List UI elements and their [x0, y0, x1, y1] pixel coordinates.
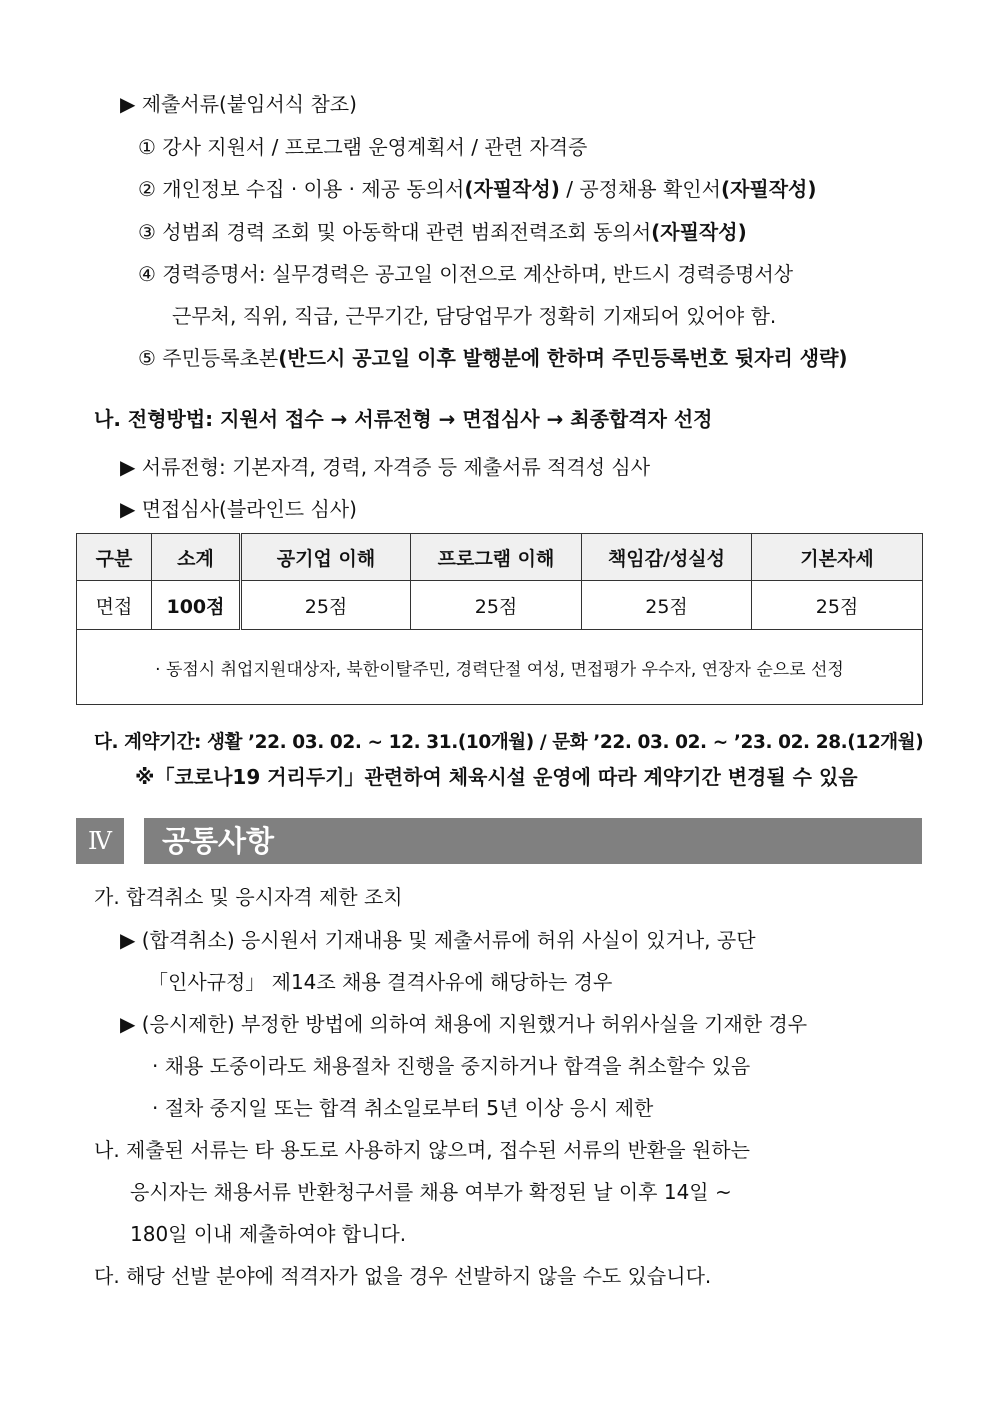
header-attitude: 기본자세 — [752, 534, 923, 581]
interview-score-table — [76, 533, 923, 705]
table-row — [77, 581, 923, 630]
docs-item-3 — [138, 218, 747, 246]
table-header-row — [77, 534, 923, 581]
common-na-line2: 응시자는 채용서류 반환청구서를 채용 여부가 확정된 날 이후 14일 ~ — [130, 1180, 732, 1204]
cell-category: 면접 — [77, 581, 152, 630]
selection-interview: ▶ 면접심사(블라인드 심사) — [120, 497, 357, 521]
docs-item-2-text: ② 개인정보 수집 · 이용 · 제공 동의서 — [138, 177, 465, 201]
contract-note: ※「코로나19 거리두기」관련하여 체육시설 운영에 따라 계약기간 변경될 수 있음 — [135, 765, 858, 789]
section-number: Ⅳ — [76, 818, 124, 864]
cell-responsibility: 25점 — [582, 581, 752, 630]
header-responsibility: 책임감/성실성 — [582, 534, 752, 581]
common-da-line: 다. 해당 선발 분야에 적격자가 없을 경우 선발하지 않을 수도 있습니다. — [94, 1264, 712, 1288]
common-na-line1: 나. 제출된 서류는 타 용도로 사용하지 않으며, 접수된 서류의 반환을 원하는 — [94, 1138, 750, 1162]
docs-item-3-text: ③ 성범죄 경력 조회 및 아동학대 관련 범죄전력조회 동의서 — [138, 220, 652, 244]
table-note-row — [77, 630, 923, 705]
cell-attitude: 25점 — [752, 581, 923, 630]
header-category: 구분 — [77, 534, 152, 581]
header-program: 프로그램 이해 — [411, 534, 582, 581]
docs-item-5 — [138, 344, 848, 372]
cell-subtotal: 100점 — [152, 581, 241, 630]
cell-public-corp: 25점 — [241, 581, 411, 630]
section-title: 공통사항 — [144, 818, 922, 864]
header-subtotal: 소계 — [152, 534, 241, 581]
contract-period: 다. 계약기간: 생활 ’22. 03. 02. ~ 12. 31.(10개월) / 문화 ’22. 03. 02. ~ ’23. 02. 28.(12개월) — [94, 732, 924, 753]
docs-heading: ▶ 제출서류(붙임서식 참조) — [120, 92, 357, 116]
common-ga1-line2: 「인사규정」 제14조 채용 결격사유에 해당하는 경우 — [148, 970, 613, 994]
docs-item-2-emph: (자필작성) — [464, 177, 560, 201]
common-ga1-line1: ▶ (합격취소) 응시원서 기재내용 및 제출서류에 허위 사실이 있거나, 공단 — [120, 928, 756, 952]
common-ga2-sub1: · 채용 도중이라도 채용절차 진행을 중지하거나 합격을 취소할수 있음 — [152, 1054, 751, 1078]
common-ga2-sub2: · 절차 중지일 또는 합격 취소일로부터 5년 이상 응시 제한 — [152, 1096, 654, 1120]
common-ga-heading: 가. 합격취소 및 응시자격 제한 조치 — [94, 885, 403, 909]
header-public-corp: 공기업 이해 — [241, 534, 411, 581]
docs-item-4-line1: ④ 경력증명서: 실무경력은 공고일 이전으로 계산하며, 반드시 경력증명서상 — [138, 262, 794, 286]
docs-item-1: ① 강사 지원서 / 프로그램 운영계획서 / 관련 자격증 — [138, 135, 588, 159]
docs-item-2-emph2: (자필작성) — [720, 177, 817, 201]
docs-item-5-text: ⑤ 주민등록초본 — [138, 346, 279, 370]
selection-heading: 나. 전형방법: 지원서 접수 → 서류전형 → 면접심사 → 최종합격자 선정 — [94, 407, 713, 431]
tie-break-note: · 동점시 취업지원대상자, 북한이탈주민, 경력단절 여성, 면접평가 우수자, 연장자 순으로 선정 — [77, 630, 923, 705]
docs-item-5-emph: (반드시 공고일 이후 발행분에 한하며 주민등록번호 뒷자리 생략) — [278, 346, 848, 370]
docs-item-4-line2: 근무처, 직위, 직급, 근무기간, 담당업무가 정확히 기재되어 있어야 함. — [172, 304, 777, 328]
common-ga2-line1: ▶ (응시제한) 부정한 방법에 의하여 채용에 지원했거나 허위사실을 기재한 경우 — [120, 1012, 808, 1036]
docs-item-2-text2: / 공정채용 확인서 — [559, 177, 721, 201]
common-na-line3: 180일 이내 제출하여야 합니다. — [130, 1222, 407, 1246]
selection-doc-review: ▶ 서류전형: 기본자격, 경력, 자격증 등 제출서류 적격성 심사 — [120, 455, 651, 479]
docs-item-3-emph: (자필작성) — [651, 220, 747, 244]
cell-program: 25점 — [411, 581, 582, 630]
docs-item-2 — [138, 175, 817, 203]
